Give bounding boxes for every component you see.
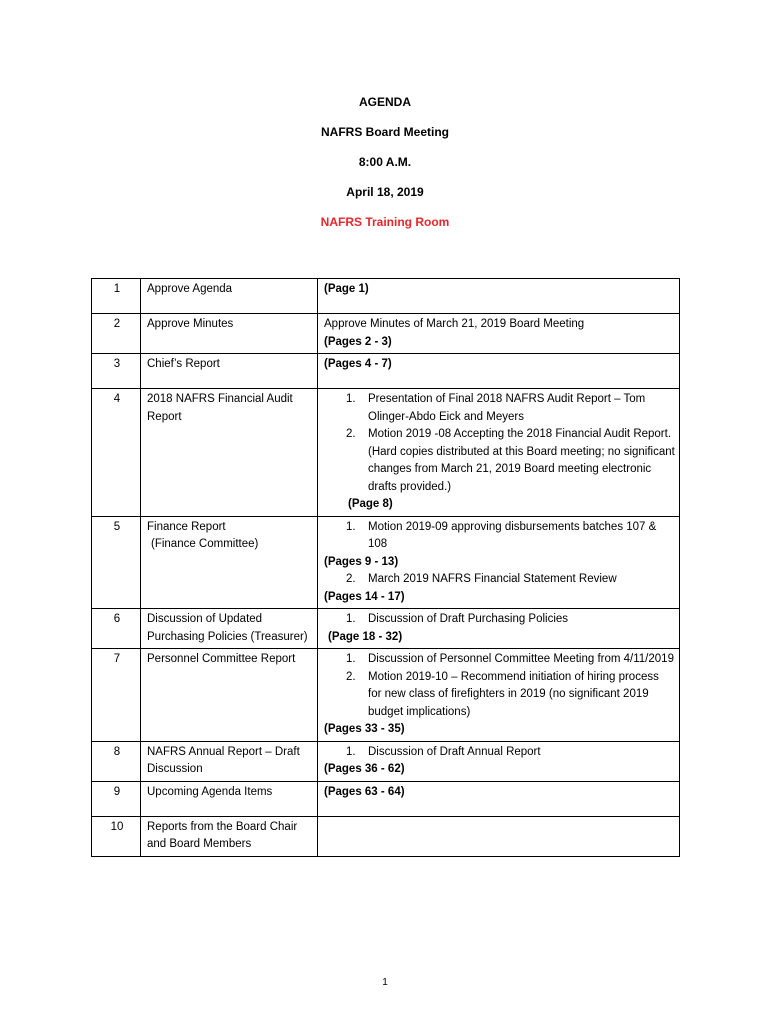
item-number: 9 [92,781,141,816]
list-item: 2. Motion 2019 -08 Accepting the 2018 Financial Audit Report. (Hard copies distributed at this Board meeting; no significant changes from March 21, 2019 Board meeting electronic drafts provided.) [346,428,675,493]
table-row [92,279,680,314]
page-ref: (Page 18 - 32) [328,630,403,643]
item-topic: NAFRS Annual Report – Draft Discussion [141,741,318,781]
list-item: 1. Presentation of Final 2018 NAFRS Audit Report – Tom Olinger-Abdo Eick and Meyers [346,393,646,423]
item-detail [318,781,680,816]
item-topic: Reports from the Board Chair and Board Members [141,816,318,856]
table-row [92,609,680,649]
table-row [92,816,680,856]
table-row [92,314,680,354]
item-number: 1 [92,279,141,314]
list-item: 2. Motion 2019-10 – Recommend initiation of hiring process for new class of firefighters in 2019 (no significant 2019 budget implications) [346,670,659,718]
item-number: 3 [92,354,141,389]
page-ref: (Page 1) [324,283,369,295]
table-row [92,649,680,742]
item-number: 8 [92,741,141,781]
table-row [92,781,680,816]
item-topic: Discussion of Updated Purchasing Policies (Treasurer) [141,609,318,649]
page-ref: (Pages 36 - 62) [324,763,405,775]
page-ref: (Pages 2 - 3) [324,335,392,348]
list-item: 1. Discussion of Personnel Committee Meeting from 4/11/2019 [346,653,674,665]
page-ref: (Pages 4 - 7) [324,358,392,370]
item-topic: Finance Report (Finance Committee) [141,516,318,609]
list-item: 1. Discussion of Draft Purchasing Policies [346,613,569,625]
agenda-title: AGENDA [358,95,411,109]
page-ref: (Pages 9 - 13) [324,555,399,568]
list-item: 1. Discussion of Draft Annual Report [346,745,541,758]
page-ref: (Pages 33 - 35) [324,723,405,735]
item-number: 10 [92,816,141,856]
item-number: 6 [92,609,141,649]
item-topic: 2018 NAFRS Financial Audit Report [141,389,318,517]
meeting-name: NAFRS Board Meeting [320,125,449,139]
item-detail [318,816,680,856]
table-row [92,516,680,609]
meeting-location: NAFRS Training Room [320,215,450,229]
item-number: 7 [92,649,141,742]
item-detail [318,314,680,354]
list-item: 1. Motion 2019-09 approving disbursements batches 107 & 108 [346,520,657,550]
item-detail [318,609,680,649]
item-detail [318,649,680,742]
item-topic: Personnel Committee Report [141,649,318,742]
table-row [92,389,680,517]
meeting-time: 8:00 A.M. [358,155,412,169]
page-number: 1 [382,977,388,988]
numbered-list [324,651,675,721]
item-detail [318,741,680,781]
item-topic: Approve Agenda [141,279,318,314]
table-row [92,741,680,781]
item-number: 5 [92,516,141,609]
list-item: 2. March 2019 NAFRS Financial Statement Review [346,573,617,585]
agenda-table [91,278,680,857]
item-number: 2 [92,314,141,354]
item-topic: Chief’s Report [141,354,318,389]
item-topic: Approve Minutes [141,314,318,354]
table-row [92,354,680,389]
meeting-date: April 18, 2019 [346,185,424,199]
item-detail [318,516,680,609]
item-topic: Upcoming Agenda Items [141,781,318,816]
item-detail [318,389,680,517]
item-detail [318,354,680,389]
page-ref: (Pages 14 - 17) [324,590,405,603]
numbered-list [324,391,675,496]
page-ref: (Page 8) [348,498,393,510]
page-ref: (Pages 63 - 64) [324,785,405,798]
item-number: 4 [92,389,141,517]
detail-text: Approve Minutes of March 21, 2019 Board Meeting [324,318,585,330]
item-detail [318,279,680,314]
